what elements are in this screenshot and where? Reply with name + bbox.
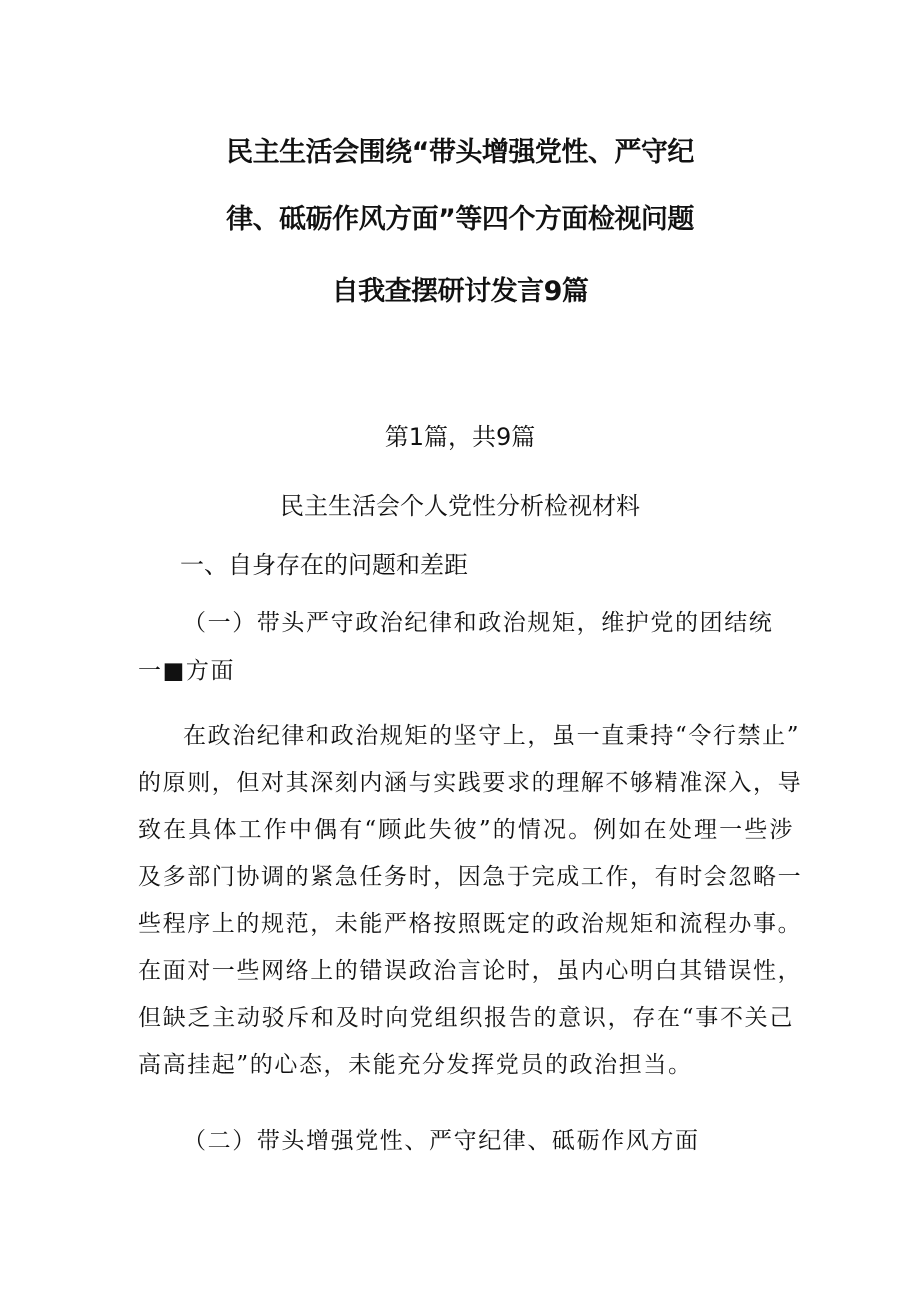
subsection-1-heading-line-2: 一■方面 [138,658,236,684]
paragraph-line: 及多部门协调的紧急任务时，因急于完成工作，有时会忽略一 [138,864,803,890]
paragraph-line: 在面对一些网络上的错误政治言论时，虽内心明白其错误性， [138,958,803,984]
document-title-line-2: 律、砥砺作风方面”等四个方面检视问题 [226,204,694,235]
paragraph-line: 致在具体工作中偶有“顾此失彼”的情况。例如在处理一些涉 [138,817,794,843]
section-heading: 一、自身存在的问题和差距 [180,551,468,579]
paragraph-line: 但缺乏主动驳斥和及时向党组织报告的意识，存在“事不关己 [138,1005,794,1031]
subtitle: 民主生活会个人党性分析检视材料 [280,492,640,520]
document-title-line-3: 自我查摆研讨发言9篇 [331,276,589,307]
subsection-2-heading: （二）带头增强党性、严守纪律、砥砺作风方面 [183,1128,700,1154]
paragraph-line: 些程序上的规范，未能严格按照既定的政治规矩和流程办事。 [138,911,803,937]
paragraph-line: 高高挂起”的心态，未能充分发挥党员的政治担当。 [138,1052,693,1078]
paragraph-line: 的原则，但对其深刻内涵与实践要求的理解不够精准深入，导 [138,770,803,796]
subsection-1-heading-line-1: （一）带头严守政治纪律和政治规矩，维护党的团结统 [183,610,774,636]
document-title-line-1: 民主生活会围绕“带头增强党性、严守纪 [226,137,694,168]
paragraph-line: 在政治纪律和政治规矩的坚守上，虽一直秉持“令行禁止” [183,723,801,749]
part-label: 第1篇，共9篇 [384,423,536,451]
